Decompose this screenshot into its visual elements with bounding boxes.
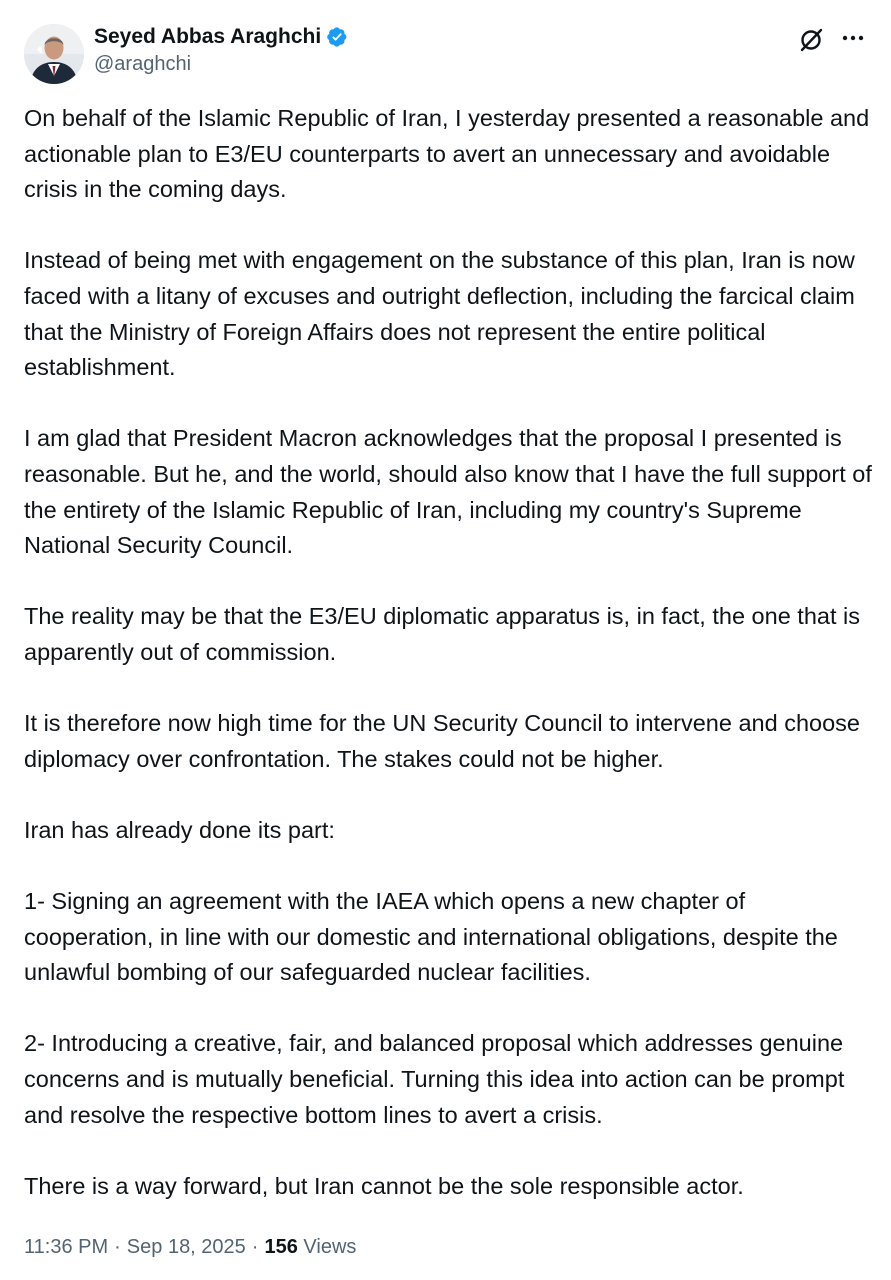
user-handle[interactable]: @araghchi bbox=[94, 53, 192, 75]
post-paragraph: It is therefore now high time for the UN Security Council to intervene and choose diplomacy over confrontation. The stakes could not be higher. bbox=[24, 710, 860, 772]
post-paragraph: 1- Signing an agreement with the IAEA which opens a new chapter of cooperation, in line with our domestic and international obligations, despite the unlawful bombing of our safeguarded nuclear facilities. bbox=[24, 888, 838, 986]
profile-photo-icon bbox=[24, 24, 84, 84]
display-name[interactable] bbox=[94, 24, 348, 50]
meta-separator: · bbox=[251, 1236, 259, 1258]
post-text bbox=[24, 101, 874, 1204]
views-label: Views bbox=[303, 1236, 357, 1258]
post-paragraph: There is a way forward, but Iran cannot be the sole responsible actor. bbox=[24, 1172, 744, 1199]
post-paragraph: I am glad that President Macron acknowledges that the proposal I presented is reasonable. But he, and the world, should also know that I have the full support of the entirety of the Islamic Republic of Iran, including my country's Supreme National Security Council. bbox=[24, 425, 872, 559]
display-name-text[interactable]: Seyed Abbas Araghchi bbox=[94, 25, 322, 48]
post-time[interactable]: 11:36 PM bbox=[24, 1236, 109, 1258]
post-paragraph: Iran has already done its part: bbox=[24, 816, 335, 843]
avatar[interactable] bbox=[24, 24, 84, 84]
post-paragraph: On behalf of the Islamic Republic of Iran, I yesterday presented a reasonable and actionable plan to E3/EU counterparts to avert an unnecessary and avoidable crisis in the coming days. bbox=[24, 105, 870, 203]
more-dots-icon[interactable] bbox=[839, 24, 867, 52]
verified-badge-icon[interactable] bbox=[326, 26, 348, 48]
meta-separator: · bbox=[114, 1236, 121, 1258]
post-paragraph: The reality may be that the E3/EU diplomatic apparatus is, in fact, the one that is apparently out of commission. bbox=[24, 603, 860, 665]
views-count: 156 bbox=[264, 1236, 298, 1258]
grok-icon[interactable] bbox=[797, 26, 825, 54]
post-header bbox=[24, 22, 867, 86]
post-date[interactable]: Sep 18, 2025 bbox=[126, 1236, 246, 1258]
post-paragraph: 2- Introducing a creative, fair, and balanced proposal which addresses genuine concerns and is mutually beneficial. Turning this idea into action can be prompt and resolve the respective bottom lines to avert a crisis. bbox=[24, 1030, 845, 1128]
post-paragraph: Instead of being met with engagement on the substance of this plan, Iran is now faced with a litany of excuses and outright deflection, including the farcical claim that the Ministry of Foreign Affairs does not represent the entire political establishment. bbox=[24, 247, 855, 381]
post-meta bbox=[24, 1233, 356, 1261]
